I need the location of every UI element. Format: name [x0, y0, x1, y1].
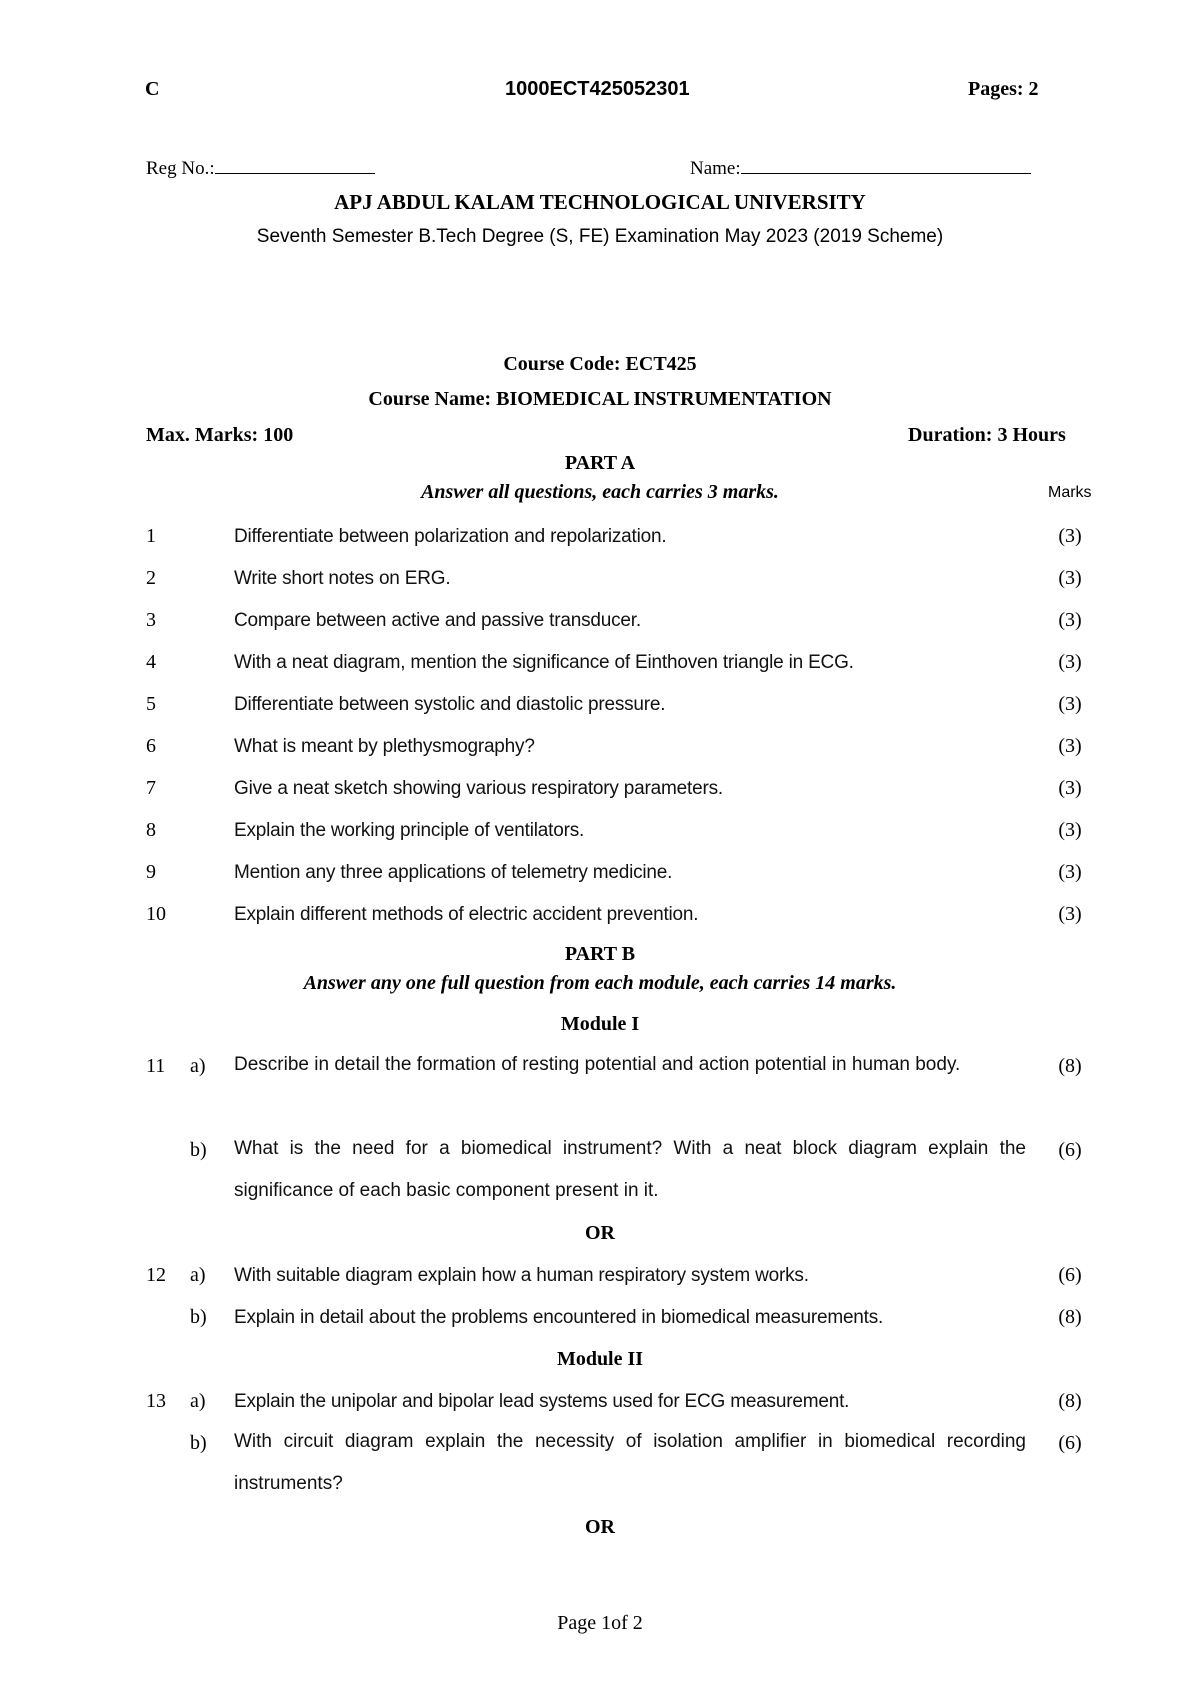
question-marks: (3) [1058, 609, 1082, 631]
question-marks: (3) [1058, 651, 1082, 673]
reg-no-field [146, 155, 375, 180]
question-text: Differentiate between systolic and diastolic pressure. [234, 694, 666, 715]
question-marks: (6) [1058, 1264, 1082, 1286]
question-number: 8 [146, 819, 156, 841]
question-marks: (8) [1058, 1390, 1082, 1412]
question-marks: (6) [1058, 1432, 1082, 1454]
reg-no-line [215, 155, 375, 174]
question-marks: (3) [1058, 819, 1082, 841]
question-number: 6 [146, 735, 156, 757]
module-2-heading: Module II [556, 1348, 644, 1370]
question-marks: (8) [1058, 1306, 1082, 1328]
question-text: Explain in detail about the problems encountered in biomedical measurements. [234, 1307, 884, 1328]
question-text: Give a neat sketch showing various respiratory parameters. [234, 778, 723, 799]
question-marks: (3) [1058, 735, 1082, 757]
subquestion-label: b) [190, 1139, 207, 1161]
subquestion-label: b) [190, 1306, 207, 1328]
question-text: Explain the working principle of ventilators. [234, 820, 585, 841]
part-a-title: PART A [564, 452, 636, 474]
series-code: C [145, 78, 160, 100]
question-text: Compare between active and passive transducer. [234, 610, 641, 631]
question-number: 1 [146, 525, 156, 547]
question-number: 4 [146, 651, 156, 673]
part-b-title: PART B [564, 943, 636, 965]
question-marks: (3) [1058, 903, 1082, 925]
question-number: 13 [146, 1390, 166, 1412]
question-marks: (3) [1058, 861, 1082, 883]
question-text: With circuit diagram explain the necessity of isolation amplifier in biomedical recording instruments? [234, 1431, 1026, 1494]
page-footer: Page 1of 2 [557, 1612, 643, 1634]
subquestion-label: a) [190, 1055, 206, 1077]
question-number: 10 [146, 903, 166, 925]
or-divider: OR [585, 1516, 615, 1538]
marks-header: Marks [1048, 484, 1092, 501]
question-text: Mention any three applications of telemetry medicine. [234, 862, 673, 883]
duration: Duration: 3 Hours [908, 424, 1066, 446]
question-marks: (3) [1058, 777, 1082, 799]
subquestion-label: a) [190, 1390, 206, 1412]
question-marks: (3) [1058, 525, 1082, 547]
question-number: 3 [146, 609, 156, 631]
question-text: With suitable diagram explain how a human respiratory system works. [234, 1265, 809, 1286]
question-marks: (6) [1058, 1139, 1082, 1161]
question-text: What is the need for a biomedical instrument? With a neat block diagram explain the significance of each basic component present in it. [234, 1138, 1026, 1201]
question-text: Differentiate between polarization and repolarization. [234, 526, 667, 547]
name-label: Name: [690, 158, 741, 179]
question-number: 7 [146, 777, 156, 799]
question-marks: (3) [1058, 693, 1082, 715]
question-number: 9 [146, 861, 156, 883]
question-text: Explain different methods of electric accident prevention. [234, 904, 699, 925]
question-number: 11 [146, 1055, 166, 1077]
question-number: 12 [146, 1264, 166, 1286]
max-marks: Max. Marks: 100 [146, 424, 294, 446]
university-title: APJ ABDUL KALAM TECHNOLOGICAL UNIVERSITY [334, 190, 866, 214]
name-line [741, 155, 1031, 174]
question-text: What is meant by plethysmography? [234, 736, 535, 757]
module-1-heading: Module I [560, 1013, 640, 1035]
question-text: Describe in detail the formation of resting potential and action potential in human body. [234, 1054, 961, 1075]
exam-title: Seventh Semester B.Tech Degree (S, FE) Examination May 2023 (2019 Scheme) [256, 226, 944, 247]
question-text: With a neat diagram, mention the significance of Einthoven triangle in ECG. [234, 652, 854, 673]
question-text: Write short notes on ERG. [234, 568, 451, 589]
paper-code: 1000ECT425052301 [505, 78, 690, 100]
question-marks: (8) [1058, 1055, 1082, 1077]
question-number: 5 [146, 693, 156, 715]
subquestion-label: b) [190, 1432, 207, 1454]
part-a-instruction: Answer all questions, each carries 3 marks. [421, 481, 779, 503]
page-count: Pages: 2 [968, 78, 1039, 100]
question-marks: (3) [1058, 567, 1082, 589]
question-number: 2 [146, 567, 156, 589]
subquestion-label: a) [190, 1264, 206, 1286]
question-text: Explain the unipolar and bipolar lead systems used for ECG measurement. [234, 1391, 850, 1412]
or-divider: OR [585, 1222, 615, 1244]
course-code: Course Code: ECT425 [503, 353, 697, 375]
part-b-instruction: Answer any one full question from each module, each carries 14 marks. [303, 972, 897, 994]
course-name: Course Name: BIOMEDICAL INSTRUMENTATION [368, 388, 832, 410]
name-field [690, 155, 1031, 180]
reg-no-label: Reg No.: [146, 158, 215, 179]
